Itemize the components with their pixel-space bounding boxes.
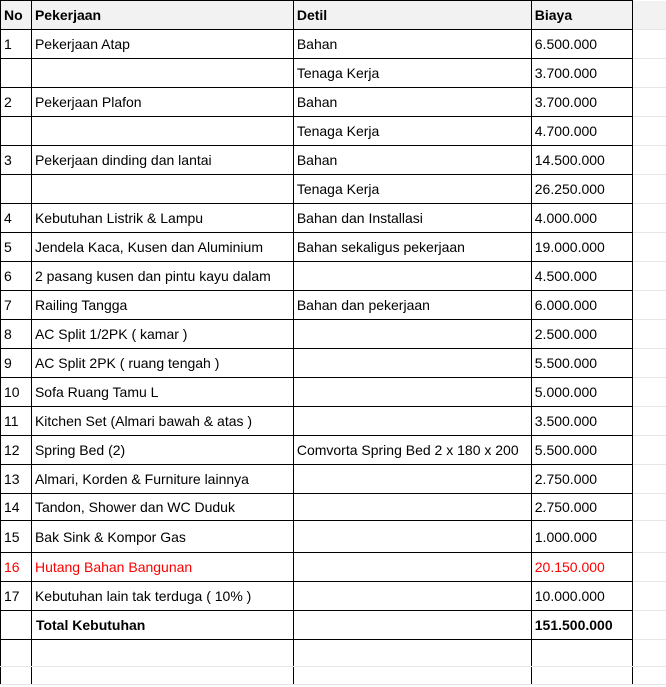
cell-no[interactable] (1, 175, 32, 204)
total-label[interactable]: Total Kebutuhan (31, 611, 293, 640)
table-row (1, 30, 666, 59)
cell-job[interactable] (31, 59, 293, 88)
empty-cell[interactable] (293, 640, 531, 667)
empty-cell[interactable] (531, 640, 632, 667)
cell-detail[interactable]: Tenaga Kerja (293, 117, 531, 146)
cell-no[interactable]: 8 (1, 320, 32, 349)
cell-no[interactable]: 15 (1, 521, 32, 553)
cell-cost[interactable]: 10.000.000 (531, 582, 632, 611)
cell-detail[interactable]: Bahan (293, 88, 531, 117)
extra-cell[interactable] (632, 521, 666, 553)
cell-detail[interactable]: Comvorta Spring Bed 2 x 180 x 200 (293, 436, 531, 465)
cell-cost[interactable]: 2.750.000 (531, 465, 632, 494)
empty-cell[interactable] (1, 640, 32, 667)
extra-cell[interactable] (632, 553, 666, 582)
cell-no[interactable]: 12 (1, 436, 32, 465)
cell-no[interactable]: 13 (1, 465, 32, 494)
cell-job[interactable]: Kebutuhan lain tak terduga ( 10% ) (31, 582, 293, 611)
total-row (1, 611, 666, 640)
table-row (1, 88, 666, 117)
cell-no[interactable]: 7 (1, 291, 32, 320)
cell-job[interactable]: Spring Bed (2) (31, 436, 293, 465)
header-job[interactable]: Pekerjaan (31, 1, 293, 30)
cell-detail[interactable]: Tenaga Kerja (293, 59, 531, 88)
cell-no[interactable]: 6 (1, 262, 32, 291)
header-row (1, 1, 666, 30)
cell-job[interactable]: AC Split 1/2PK ( kamar ) (31, 320, 293, 349)
cell-no[interactable]: 14 (1, 494, 32, 521)
cell-job[interactable]: Sofa Ruang Tamu L (31, 378, 293, 407)
table-row (1, 59, 666, 88)
cell-cost[interactable]: 1.000.000 (531, 521, 632, 553)
cell-job[interactable]: Railing Tangga (31, 291, 293, 320)
empty-cell[interactable] (31, 667, 293, 685)
cell-detail[interactable]: Bahan (293, 146, 531, 175)
cell-no[interactable]: 17 (1, 582, 32, 611)
cell-no[interactable] (1, 59, 32, 88)
extra-cell[interactable] (632, 30, 666, 59)
extra-cell[interactable] (632, 117, 666, 146)
extra-cell[interactable] (632, 204, 666, 233)
table-row (1, 521, 666, 553)
extra-cell[interactable] (632, 465, 666, 494)
cell-job[interactable]: Kebutuhan Listrik & Lampu (31, 204, 293, 233)
cell-cost[interactable]: 5.500.000 (531, 436, 632, 465)
cell-job[interactable]: Hutang Bahan Bangunan (31, 553, 293, 582)
header-detail[interactable]: Detil (293, 1, 531, 30)
cell-job[interactable]: Jendela Kaca, Kusen dan Aluminium (31, 233, 293, 262)
cell-cost[interactable]: 6.000.000 (531, 291, 632, 320)
cell-job[interactable]: Almari, Korden & Furniture lainnya (31, 465, 293, 494)
cell-job[interactable]: Tandon, Shower dan WC Duduk (31, 494, 293, 521)
cell-cost[interactable]: 3.500.000 (531, 407, 632, 436)
table-row-highlighted (1, 553, 666, 582)
cell-cost[interactable]: 5.500.000 (531, 349, 632, 378)
empty-row (1, 640, 666, 667)
empty-cell[interactable] (31, 640, 293, 667)
table-row (1, 204, 666, 233)
table-row (1, 291, 666, 320)
cell-cost[interactable]: 4.500.000 (531, 262, 632, 291)
cell-cost[interactable]: 4.700.000 (531, 117, 632, 146)
table-row (1, 407, 666, 436)
cell-no[interactable] (1, 117, 32, 146)
cell-job[interactable]: Kitchen Set (Almari bawah & atas ) (31, 407, 293, 436)
extra-cell[interactable] (632, 494, 666, 521)
cell-detail[interactable]: Bahan dan Installasi (293, 204, 531, 233)
cell-job[interactable]: 2 pasang kusen dan pintu kayu dalam (31, 262, 293, 291)
cell-job[interactable]: Pekerjaan dinding dan lantai (31, 146, 293, 175)
cell-detail[interactable]: Bahan sekaligus pekerjaan (293, 233, 531, 262)
cell-no[interactable]: 16 (1, 553, 32, 582)
cell-cost[interactable]: 3.700.000 (531, 88, 632, 117)
table-row (1, 582, 666, 611)
extra-cell[interactable] (632, 233, 666, 262)
cell-detail[interactable] (293, 378, 531, 407)
extra-cell[interactable] (632, 59, 666, 88)
cell-cost[interactable]: 6.500.000 (531, 30, 632, 59)
header-cost[interactable]: Biaya (531, 1, 632, 30)
empty-cell[interactable] (1, 667, 32, 685)
empty-cell[interactable] (531, 667, 632, 685)
extra-cell[interactable] (632, 667, 666, 685)
cell-no[interactable] (1, 611, 32, 640)
cell-no[interactable]: 5 (1, 233, 32, 262)
cell-cost[interactable]: 5.000.000 (531, 378, 632, 407)
cell-no[interactable]: 3 (1, 146, 32, 175)
cell-no[interactable]: 11 (1, 407, 32, 436)
table-row (1, 465, 666, 494)
extra-cell[interactable] (632, 407, 666, 436)
cell-job[interactable]: Pekerjaan Plafon (31, 88, 293, 117)
table-row (1, 175, 666, 204)
cell-detail[interactable] (293, 521, 531, 553)
empty-row (1, 667, 666, 685)
table-row (1, 146, 666, 175)
table-row (1, 436, 666, 465)
cell-no[interactable]: 10 (1, 378, 32, 407)
cell-no[interactable]: 1 (1, 30, 32, 59)
extra-cell[interactable] (632, 175, 666, 204)
cell-cost[interactable]: 19.000.000 (531, 233, 632, 262)
cell-detail[interactable] (293, 553, 531, 582)
cell-detail[interactable] (293, 407, 531, 436)
cell-cost[interactable]: 3.700.000 (531, 59, 632, 88)
cell-job[interactable]: AC Split 2PK ( ruang tengah ) (31, 349, 293, 378)
cell-detail[interactable] (293, 262, 531, 291)
cell-cost[interactable]: 14.500.000 (531, 146, 632, 175)
cell-no[interactable]: 4 (1, 204, 32, 233)
cell-job[interactable]: Bak Sink & Kompor Gas (31, 521, 293, 553)
extra-cell[interactable] (632, 611, 666, 640)
cell-no[interactable]: 2 (1, 88, 32, 117)
cell-detail[interactable]: Tenaga Kerja (293, 175, 531, 204)
cell-cost[interactable]: 2.750.000 (531, 494, 632, 521)
cell-detail[interactable] (293, 494, 531, 521)
table-row (1, 349, 666, 378)
table-row (1, 262, 666, 291)
table-row (1, 233, 666, 262)
table-row (1, 378, 666, 407)
extra-cell[interactable] (632, 436, 666, 465)
table-row (1, 494, 666, 521)
header-no[interactable]: No (1, 1, 32, 30)
cell-cost[interactable]: 4.000.000 (531, 204, 632, 233)
cell-detail[interactable] (293, 320, 531, 349)
extra-cell[interactable] (632, 640, 666, 667)
cell-detail[interactable] (293, 582, 531, 611)
cell-job[interactable]: Pekerjaan Atap (31, 30, 293, 59)
extra-cell[interactable] (632, 291, 666, 320)
cell-detail[interactable]: Bahan (293, 30, 531, 59)
extra-cell[interactable] (632, 146, 666, 175)
extra-cell[interactable] (632, 88, 666, 117)
empty-cell[interactable] (293, 667, 531, 685)
cell-cost[interactable]: 20.150.000 (531, 553, 632, 582)
cell-detail[interactable] (293, 349, 531, 378)
cell-job[interactable] (31, 117, 293, 146)
table-row (1, 117, 666, 146)
extra-cell[interactable] (632, 349, 666, 378)
cell-job[interactable] (31, 175, 293, 204)
cell-no[interactable]: 9 (1, 349, 32, 378)
extra-cell[interactable] (632, 1, 666, 30)
cell-detail[interactable] (293, 611, 531, 640)
extra-cell[interactable] (632, 582, 666, 611)
cell-detail[interactable]: Bahan dan pekerjaan (293, 291, 531, 320)
table-row (1, 320, 666, 349)
cell-detail[interactable] (293, 465, 531, 494)
total-cost[interactable]: 151.500.000 (531, 611, 632, 640)
extra-cell[interactable] (632, 262, 666, 291)
extra-cell[interactable] (632, 320, 666, 349)
cell-cost[interactable]: 2.500.000 (531, 320, 632, 349)
cell-cost[interactable]: 26.250.000 (531, 175, 632, 204)
extra-cell[interactable] (632, 378, 666, 407)
